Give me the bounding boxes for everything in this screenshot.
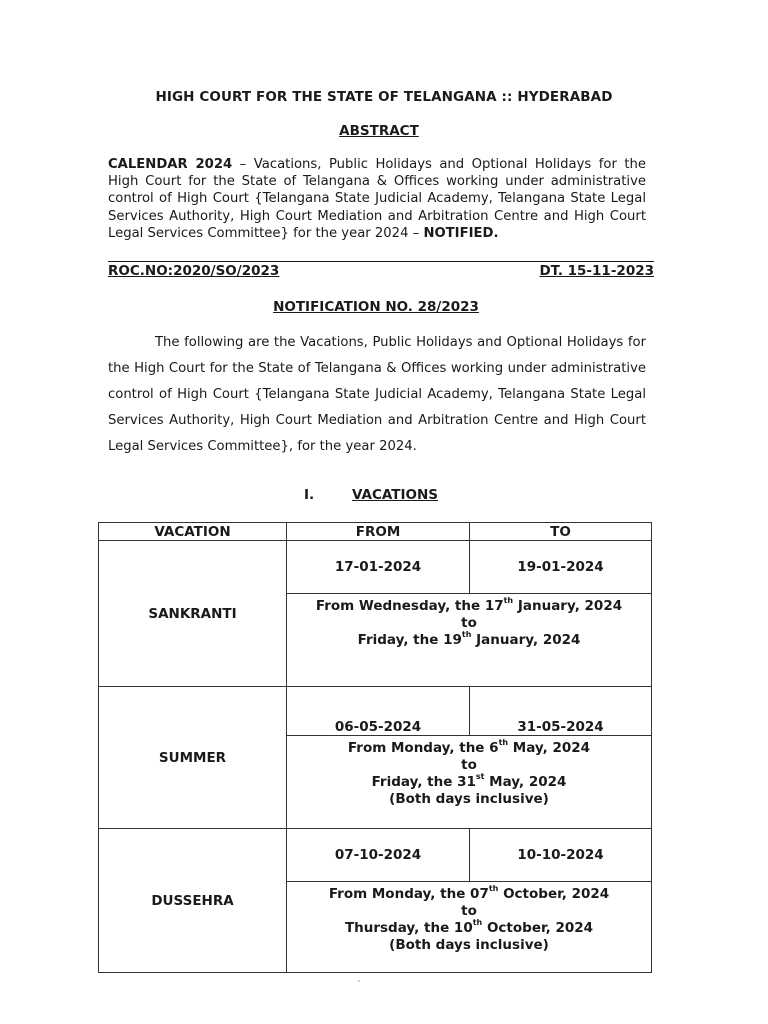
section-title: VACATIONS [352,487,439,503]
to-date: 10-10-2024 [470,829,652,882]
from-line [287,740,651,757]
to-date: 31-05-2024 [470,687,652,736]
abstract-title: ABSTRACT [339,123,419,139]
header-to: TO [470,523,652,541]
inclusive-note: (Both days inclusive) [389,791,549,807]
to-line-rest: October, 2024 [482,920,594,936]
abstract-notified: NOTIFIED [423,225,494,241]
to-line-rest: May, 2024 [484,774,567,790]
to-word: to [461,615,477,631]
from-line [287,886,651,903]
from-date: 06-05-2024 [287,687,470,736]
court-title: HIGH COURT FOR THE STATE OF TELANGANA :: HYDERABAD [155,89,613,105]
to-word: to [461,757,477,773]
from-date: 07-10-2024 [287,829,470,882]
notification-body: The following are the Vacations, Public Holidays and Optional Holidays for the High Court for the State of Telangana & Offices working under administrative control of High Court {Telangana State Judicial Academy, Telangana State Legal Services Authority, High Court Mediation and Arbitration Centre and High Court Legal Services Committee}, for the year 2024. [108,335,646,454]
table-row [99,687,652,736]
from-line-sup: th [503,596,514,605]
from-line-text: From Monday, the 6 [347,740,499,756]
table-row [99,829,652,882]
date-description [287,882,652,973]
header-vacation: VACATION [99,523,287,541]
date-description [287,594,652,687]
from-line-text: From Wednesday, the 17 [315,598,504,614]
roc-number: ROC.NO:2020/SO/2023 [108,263,280,279]
date-description [287,736,652,829]
abstract-text [108,156,646,242]
from-line [287,598,651,615]
vacation-name: SANKRANTI [99,541,287,687]
abstract-lead: CALENDAR 2024 [108,157,233,172]
to-line-text: Friday, the 31 [371,774,476,790]
from-line-rest: January, 2024 [513,598,623,614]
divider-rule [108,261,654,262]
table-header-row [99,523,652,541]
to-line-text: Friday, the 19 [357,632,462,648]
to-line-text: Thursday, the 10 [344,920,473,936]
from-date: 17-01-2024 [287,541,470,594]
to-line [287,920,651,937]
to-line-sup: th [461,630,472,639]
vacation-name: SUMMER [99,687,287,829]
notification-title: NOTIFICATION NO. 28/2023 [273,299,479,315]
to-line [287,774,651,791]
to-word: to [461,903,477,919]
abstract-body: Vacations, Public Holidays and Optional Holidays for the High Court for the State of Telangana & Offices working under administrative control of High Court {Telangana State Judicial Academy, Telangana State Legal Services Authority, High Court Mediation and Arbitration Centre and High Court Legal Services Committee} for the year 2024 – [108,157,647,241]
inclusive-note: (Both days inclusive) [389,937,549,953]
section-heading [304,487,438,503]
to-line-sup: th [472,918,483,927]
to-date: 19-01-2024 [470,541,652,594]
from-line-sup: th [488,884,499,893]
to-line-rest: January, 2024 [471,632,581,648]
vacations-table [98,522,652,973]
vacation-name: DUSSEHRA [99,829,287,973]
to-line [287,632,651,649]
scan-speck [358,980,360,982]
section-number: I. [304,487,315,503]
header-from: FROM [287,523,470,541]
to-line-sup: st [475,772,485,781]
abstract-dash: – [232,157,254,172]
from-line-sup: th [498,738,509,747]
table-row [99,541,652,594]
reference-date: DT. 15-11-2023 [539,263,654,279]
from-line-rest: May, 2024 [508,740,591,756]
abstract-end: . [493,225,499,241]
from-line-rest: October, 2024 [498,886,610,902]
from-line-text: From Monday, the 07 [328,886,489,902]
